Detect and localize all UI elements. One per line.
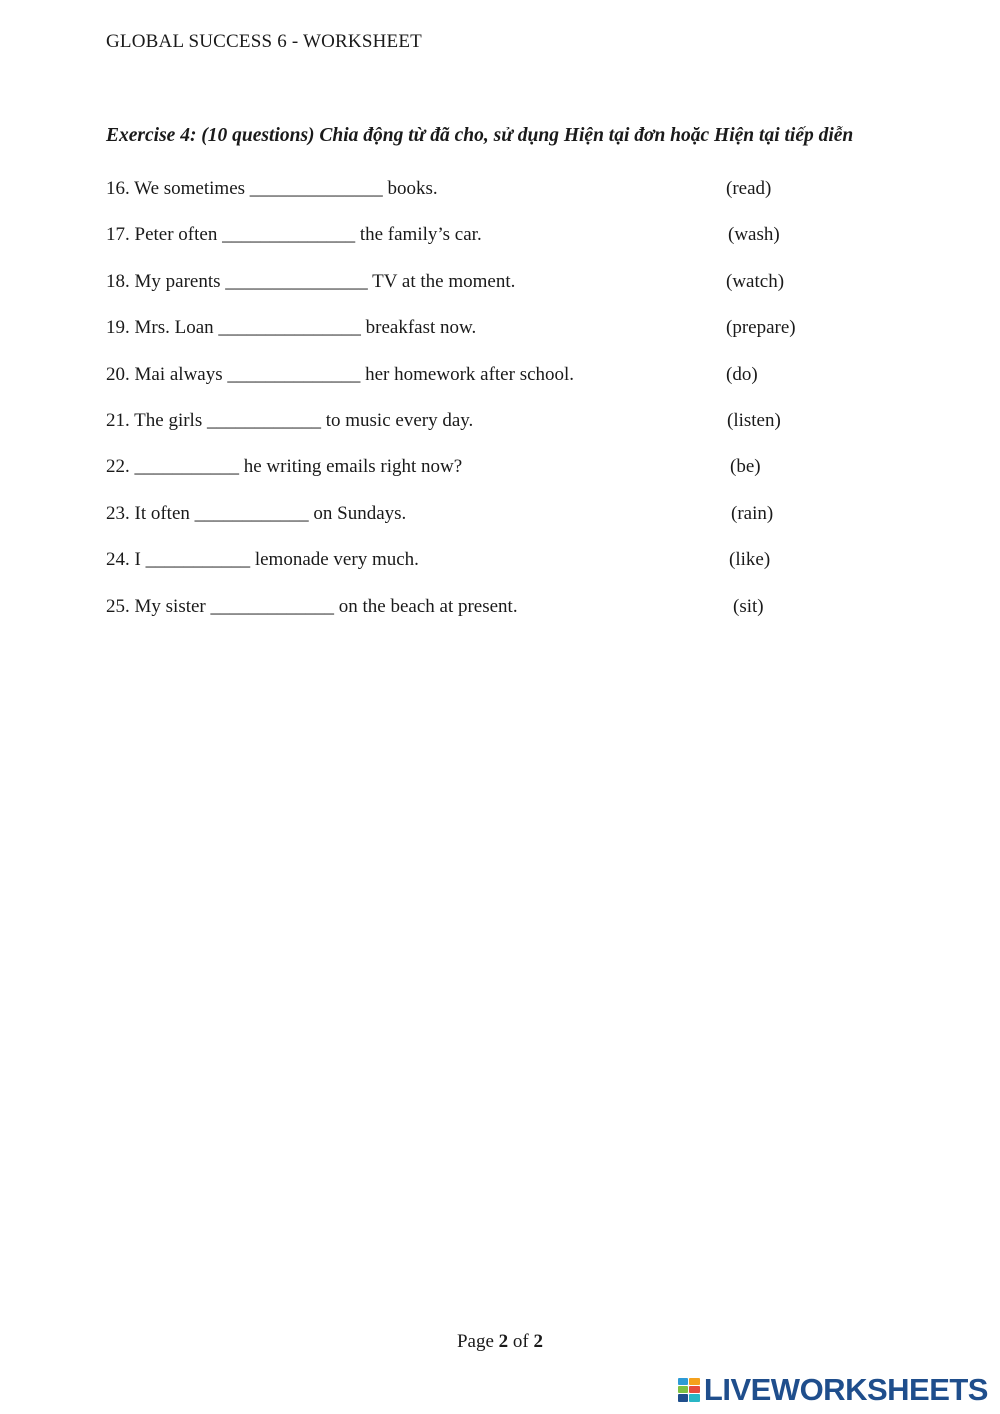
question-sentence [106, 549, 419, 571]
question-row [106, 549, 906, 595]
logo-tile [689, 1386, 700, 1393]
question-row [106, 178, 906, 224]
question-suffix: on Sundays. [308, 502, 407, 524]
brand-name: LIVEWORKSHEETS [703, 1372, 988, 1407]
question-sentence [106, 364, 574, 386]
verb-hint: (do) [726, 363, 758, 385]
answer-blank[interactable]: ______________ [249, 178, 383, 199]
worksheet-header: GLOBAL SUCCESS 6 - WORKSHEET [106, 31, 422, 52]
question-sentence [106, 178, 438, 200]
answer-blank[interactable]: ___________ [145, 549, 251, 571]
verb-hint: (be) [730, 456, 761, 478]
question-suffix: lemonade very much. [250, 549, 419, 571]
logo-tile [689, 1378, 700, 1385]
question-sentence [106, 410, 473, 432]
question-suffix: the family’s car. [355, 224, 482, 246]
page-number [0, 1331, 1000, 1353]
question-suffix: TV at the moment. [367, 270, 516, 292]
question-list [106, 178, 906, 642]
question-sentence [106, 317, 476, 339]
question-prefix: 21. The girls [106, 409, 207, 431]
question-sentence [106, 224, 482, 246]
verb-hint: (watch) [726, 270, 785, 292]
question-row [106, 410, 906, 456]
question-row [106, 503, 906, 549]
question-row [106, 317, 906, 363]
question-row [106, 364, 906, 410]
question-suffix: he writing emails right now? [239, 456, 463, 478]
question-suffix: books. [382, 178, 438, 199]
question-prefix: 23. It often [106, 502, 195, 524]
answer-blank[interactable]: _______________ [218, 317, 361, 339]
question-sentence [106, 271, 515, 293]
answer-blank[interactable]: ______________ [222, 224, 356, 246]
logo-tile [678, 1378, 689, 1385]
answer-blank[interactable]: ____________ [194, 502, 309, 524]
answer-blank[interactable]: ______________ [227, 363, 361, 385]
verb-hint: (sit) [733, 595, 764, 617]
logo-tile [678, 1386, 689, 1393]
question-prefix: 17. Peter often [106, 224, 223, 246]
question-prefix: 18. My parents [106, 270, 226, 292]
verb-hint: (listen) [727, 409, 781, 431]
question-row [106, 596, 906, 642]
exercise-title: Exercise 4: (10 questions) Chia động từ đã cho, sử dụng Hiện tại đơn hoặc Hiện tại tiếp diễn [106, 125, 854, 146]
verb-hint: (prepare) [726, 317, 796, 339]
answer-blank[interactable]: _____________ [210, 595, 334, 617]
answer-blank[interactable]: ___________ [134, 456, 239, 478]
verb-hint: (wash) [728, 224, 780, 246]
verb-hint: (like) [729, 549, 771, 571]
page-total: 2 [533, 1331, 543, 1352]
verb-hint: (rain) [731, 502, 774, 524]
question-sentence [106, 596, 518, 618]
question-row [106, 271, 906, 317]
page-label: Page [456, 1331, 494, 1352]
question-suffix: breakfast now. [360, 317, 477, 339]
question-sentence [106, 456, 462, 478]
logo-tile [689, 1394, 700, 1401]
question-sentence [106, 503, 406, 525]
answer-blank[interactable]: _______________ [225, 270, 368, 292]
question-prefix: 16. We sometimes [106, 178, 250, 199]
question-prefix: 19. Mrs. Loan [106, 317, 219, 339]
liveworksheets-brand[interactable] [678, 1374, 988, 1405]
liveworksheets-logo-icon [678, 1378, 700, 1402]
question-prefix: 22. [106, 456, 135, 478]
question-suffix: her homework after school. [360, 363, 575, 385]
question-prefix: 25. My sister [106, 595, 211, 617]
question-suffix: to music every day. [320, 409, 474, 431]
page-of: of [512, 1331, 529, 1352]
logo-tile [678, 1394, 689, 1401]
question-suffix: on the beach at present. [334, 595, 518, 617]
question-prefix: 24. I [106, 549, 146, 571]
question-row [106, 456, 906, 502]
answer-blank[interactable]: ____________ [206, 409, 321, 431]
question-prefix: 20. Mai always [106, 363, 228, 385]
verb-hint: (read) [726, 178, 772, 199]
question-row [106, 224, 906, 270]
page-current: 2 [498, 1331, 509, 1352]
